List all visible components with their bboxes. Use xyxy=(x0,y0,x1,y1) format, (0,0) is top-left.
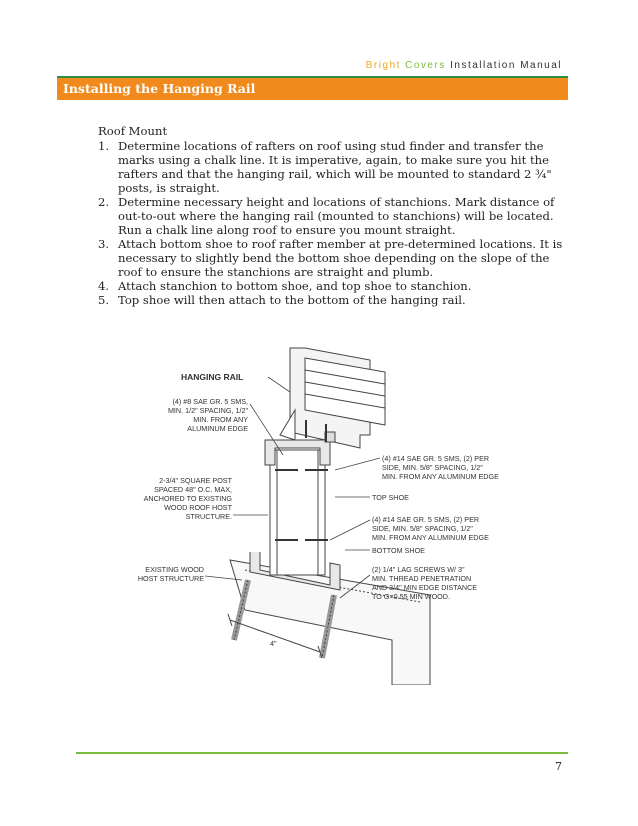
label-sms14-top-line2: SIDE, MIN. 5/8" SPACING, 1/2" xyxy=(382,463,483,472)
label-lag-line4: TO G=0.55 MIN WOOD. xyxy=(372,592,450,601)
label-sms14-bottom-line3: MIN. FROM ANY ALUMINUM EDGE xyxy=(372,533,489,542)
content-heading: Roof Mount xyxy=(98,124,168,138)
label-sms14-bottom-line2: SIDE, MIN. 5/8" SPACING, 1/2" xyxy=(372,524,473,533)
page-number: 7 xyxy=(555,760,562,773)
brand-manual-title: Installation Manual xyxy=(450,60,562,71)
step-list xyxy=(98,139,568,307)
section-title: Installing the Hanging Rail xyxy=(63,81,256,96)
label-lag-line2: MIN. THREAD PENETRATION xyxy=(372,574,472,583)
step-item xyxy=(98,237,568,279)
step-text: Determine necessary height and locations of stanchions. Mark distance of out-to-out where the hanging rail (mounted to stanchions) will be located. Run a chalk line along roof to ensure you mount straight. xyxy=(118,195,555,237)
content xyxy=(98,124,568,307)
hanging-rail xyxy=(280,348,385,448)
step-item xyxy=(98,139,568,195)
label-post-line1: 2-3/4" SQUARE POST xyxy=(159,476,232,485)
label-dimension: 4" xyxy=(270,639,277,648)
label-existing-wood-line2: HOST STRUCTURE xyxy=(137,574,204,583)
label-post-line3: ANCHORED TO EXISTING xyxy=(143,494,232,503)
post xyxy=(270,450,325,575)
step-item xyxy=(98,293,568,307)
diagram-svg xyxy=(130,340,530,685)
footer-rule xyxy=(76,752,568,754)
brand-bright: Bright xyxy=(365,60,401,71)
step-text: Determine locations of rafters on roof using stud finder and transfer the marks using a chalk line. It is imperative, again, to make sure you hit the rafters and that the hanging rail, which will be mounted to standard 2 ¾" posts, is straight. xyxy=(118,139,552,195)
step-number: 2. xyxy=(98,195,110,209)
brand-covers: Covers xyxy=(405,60,446,71)
step-item xyxy=(98,279,568,293)
label-lag-line3: AND 3/4" MIN EDGE DISTANCE xyxy=(372,583,478,592)
label-sms8-line4: ALUMINUM EDGE xyxy=(187,424,248,433)
step-number: 1. xyxy=(98,139,110,153)
step-item xyxy=(98,195,568,237)
label-bottom-shoe: BOTTOM SHOE xyxy=(372,546,425,555)
label-lag-line1: (2) 1/4" LAG SCREWS W/ 3" xyxy=(372,565,465,574)
label-sms8-line2: MIN. 1/2" SPACING, 1/2" xyxy=(167,406,248,415)
step-number: 5. xyxy=(98,293,110,307)
label-sms14-top-line1: (4) #14 SAE GR. 5 SMS, (2) PER xyxy=(382,454,490,463)
step-number: 4. xyxy=(98,279,110,293)
header-brand xyxy=(366,60,562,71)
label-sms14-bottom-line1: (4) #14 SAE GR. 5 SMS, (2) PER xyxy=(372,515,480,524)
label-existing-wood-line1: EXISTING WOOD xyxy=(145,565,204,574)
label-post-line2: SPACED 48" O.C. MAX, xyxy=(154,485,232,494)
step-text: Attach bottom shoe to roof rafter member at pre-determined locations. It is necessary to slightly bend the bottom shoe depending on the slope of the roof to ensure the stanchions are straight and plumb. xyxy=(118,237,563,279)
label-sms14-top-line3: MIN. FROM ANY ALUMINUM EDGE xyxy=(382,472,499,481)
step-number: 3. xyxy=(98,237,110,251)
label-hanging-rail: HANGING RAIL xyxy=(181,372,244,382)
step-text: Attach stanchion to bottom shoe, and top shoe to stanchion. xyxy=(118,279,472,293)
label-sms8-line1: (4) #8 SAE GR. 5 SMS, xyxy=(172,397,248,406)
label-top-shoe: TOP SHOE xyxy=(372,493,409,502)
label-post-line5: STRUCTURE. xyxy=(185,512,232,521)
step-text: Top shoe will then attach to the bottom of the hanging rail. xyxy=(118,293,466,307)
hanging-rail-diagram xyxy=(130,340,530,685)
section-bar xyxy=(57,76,568,100)
label-sms8-line3: MIN. FROM ANY xyxy=(193,415,248,424)
label-post-line4: WOOD ROOF HOST xyxy=(164,503,232,512)
